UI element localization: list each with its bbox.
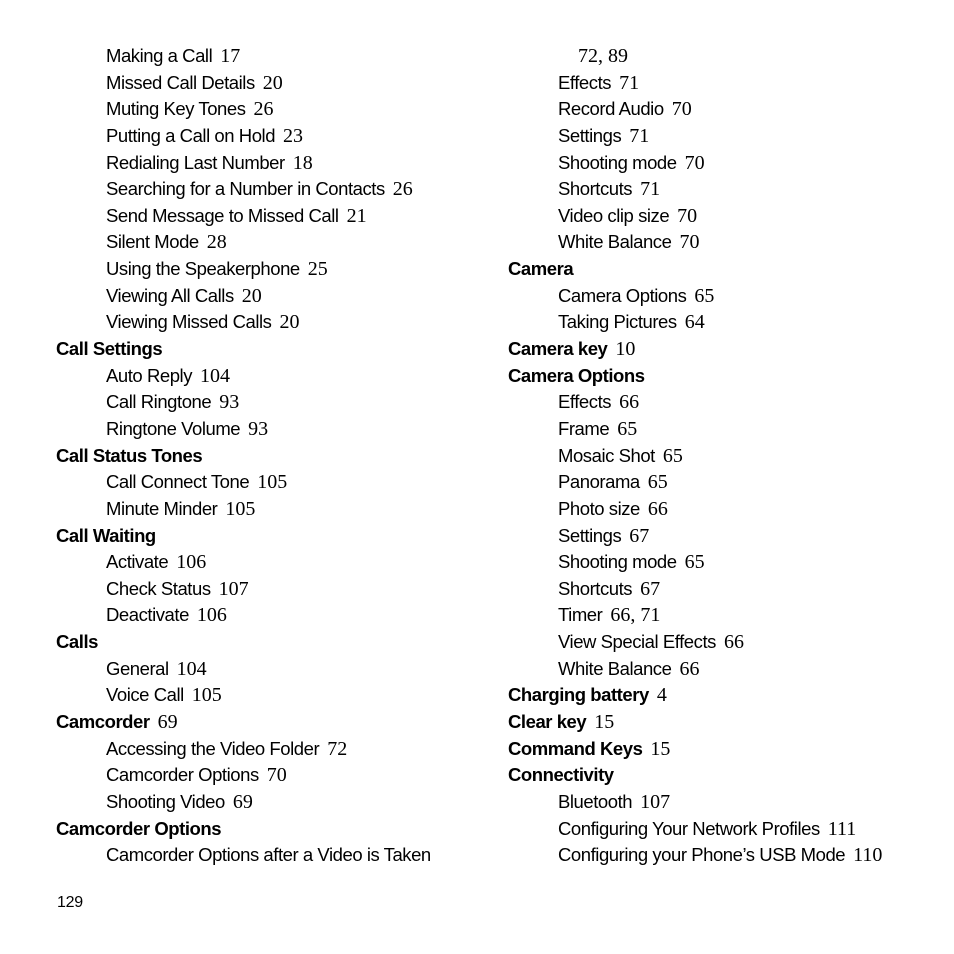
entry-label: Ringtone Volume [106, 417, 241, 439]
index-entry [508, 523, 948, 550]
entry-pages: 20 [279, 311, 300, 334]
entry-label: Auto Reply [106, 364, 192, 386]
entry-label: White Balance [558, 657, 672, 679]
entry-label: Missed Call Details [106, 71, 255, 93]
index-heading [508, 736, 948, 763]
index-entry [56, 469, 496, 496]
entry-pages: 110 [853, 844, 883, 867]
index-entry [508, 789, 948, 816]
entry-label: Using the Speakerphone [106, 258, 300, 280]
index-entry [56, 283, 496, 310]
entry-pages: 66 [619, 391, 640, 414]
index-entry [56, 682, 496, 709]
index-entry [508, 576, 948, 603]
entry-pages: 105 [225, 497, 256, 520]
entry-pages: 66, 71 [610, 604, 661, 627]
index-entry [56, 496, 496, 523]
entry-pages: 111 [827, 817, 857, 840]
entry-label: Putting a Call on Hold [106, 124, 276, 146]
entry-label: Searching for a Number in Contacts [106, 178, 385, 200]
index-entry [508, 602, 948, 629]
entry-pages: 66 [723, 631, 744, 654]
entry-pages: 66 [679, 657, 700, 680]
entry-label: Connectivity [508, 764, 614, 786]
entry-pages: 65 [684, 551, 705, 574]
index-heading [508, 363, 948, 390]
entry-pages: 105 [257, 471, 288, 494]
index-entry [56, 842, 496, 869]
index-column-right [508, 43, 948, 869]
entry-pages: 10 [615, 338, 636, 361]
entry-label: Record Audio [558, 98, 664, 120]
index-entry [56, 96, 496, 123]
index-heading [508, 762, 948, 789]
entry-label: Video clip size [558, 204, 670, 226]
index-heading [508, 336, 948, 363]
entry-label: Check Status [106, 577, 211, 599]
entry-label: Panorama [558, 471, 640, 493]
entry-label: Viewing All Calls [106, 284, 234, 306]
index-entry [508, 656, 948, 683]
entry-pages: 26 [392, 178, 413, 201]
index-heading [56, 816, 496, 843]
entry-label: Frame [558, 417, 610, 439]
index-heading [56, 629, 496, 656]
entry-pages: 26 [253, 98, 274, 121]
entry-pages: 15 [650, 737, 671, 760]
index-entry [56, 150, 496, 177]
entry-pages: 66 [647, 497, 668, 520]
entry-label: Bluetooth [558, 790, 633, 812]
index-entry [56, 656, 496, 683]
entry-pages: 25 [307, 258, 328, 281]
index-entry [56, 203, 496, 230]
entry-label: Viewing Missed Calls [106, 311, 272, 333]
index-entry [508, 443, 948, 470]
index-entry [56, 762, 496, 789]
index-entry [508, 123, 948, 150]
entry-pages: 65 [647, 471, 668, 494]
index-entry [508, 416, 948, 443]
index-entry [508, 150, 948, 177]
entry-pages: 70 [671, 98, 692, 121]
entry-label: Muting Key Tones [106, 98, 246, 120]
entry-pages: 70 [266, 764, 287, 787]
entry-label: Camcorder Options after a Video is Taken [106, 844, 431, 866]
entry-label: Call Connect Tone [106, 471, 250, 493]
index-heading [508, 682, 948, 709]
index-entry [508, 283, 948, 310]
entry-pages: 107 [218, 577, 249, 600]
entry-pages: 64 [684, 311, 705, 334]
index-entry [508, 309, 948, 336]
entry-label: Call Status Tones [56, 444, 203, 466]
index-entry [508, 469, 948, 496]
index-heading [56, 523, 496, 550]
index-entry [56, 229, 496, 256]
index-entry [508, 43, 948, 70]
entry-pages: 69 [232, 790, 253, 813]
entry-label: Shooting mode [558, 551, 677, 573]
index-entry [56, 789, 496, 816]
entry-pages: 20 [262, 71, 283, 94]
entry-label: View Special Effects [558, 631, 716, 653]
entry-label: Shortcuts [558, 178, 633, 200]
entry-label: Deactivate [106, 604, 189, 626]
entry-pages: 71 [640, 178, 661, 201]
index-entry [508, 842, 948, 869]
entry-label: Clear key [508, 711, 587, 733]
entry-label: Photo size [558, 497, 640, 519]
index-heading [508, 709, 948, 736]
entry-pages: 93 [219, 391, 240, 414]
entry-label: Call Waiting [56, 524, 156, 546]
entry-label: Effects [558, 71, 612, 93]
entry-pages: 69 [157, 711, 178, 734]
entry-label: Timer [558, 604, 603, 626]
entry-label: Camera [508, 258, 574, 280]
entry-label: Call Ringtone [106, 391, 212, 413]
entry-label: Activate [106, 551, 169, 573]
entry-pages: 70 [679, 231, 700, 254]
entry-pages: 17 [220, 45, 241, 67]
index-entry [56, 176, 496, 203]
entry-pages: 28 [206, 231, 227, 254]
index-entry [508, 229, 948, 256]
index-heading [56, 709, 496, 736]
entry-label: Shooting mode [558, 151, 677, 173]
index-entry [56, 736, 496, 763]
index-entry [508, 203, 948, 230]
index-entry [56, 123, 496, 150]
entry-label: Camera key [508, 338, 608, 360]
entry-label: Making a Call [106, 45, 213, 66]
index-entry [56, 256, 496, 283]
entry-label: Camera Options [508, 364, 645, 386]
entry-label: Mosaic Shot [558, 444, 655, 466]
entry-pages: 23 [283, 124, 304, 147]
entry-pages: 70 [684, 151, 705, 174]
entry-pages: 105 [191, 684, 222, 707]
entry-label: Camcorder Options [56, 817, 222, 839]
entry-label: Camera Options [558, 284, 687, 306]
entry-label: Minute Minder [106, 497, 218, 519]
entry-label: Camcorder [56, 711, 150, 733]
page-number: 129 [57, 894, 83, 911]
index-heading [56, 336, 496, 363]
entry-label: Command Keys [508, 737, 643, 759]
entry-pages: 65 [662, 444, 683, 467]
entry-pages: 4 [656, 684, 667, 707]
index-entry [508, 816, 948, 843]
entry-pages: 15 [594, 711, 615, 734]
index-entry [508, 389, 948, 416]
entry-label: Effects [558, 391, 612, 413]
entry-label: White Balance [558, 231, 672, 253]
entry-pages: 107 [640, 790, 671, 813]
entry-label: Calls [56, 631, 98, 653]
index-entry [508, 96, 948, 123]
entry-label: Send Message to Missed Call [106, 204, 339, 226]
entry-label: Accessing the Video Folder [106, 737, 320, 759]
entry-label: Voice Call [106, 684, 184, 706]
index-column-left [56, 43, 496, 869]
entry-pages: 106 [176, 551, 207, 574]
index-entry [56, 549, 496, 576]
entry-pages: 72, 89 [578, 45, 628, 67]
entry-label: Shooting Video [106, 790, 225, 812]
entry-label: General [106, 657, 169, 679]
index-entry [508, 70, 948, 97]
index-entry [56, 389, 496, 416]
entry-pages: 70 [677, 204, 698, 227]
index-entry [508, 629, 948, 656]
entry-label: Settings [558, 524, 622, 546]
entry-label: Taking Pictures [558, 311, 677, 333]
entry-pages: 20 [241, 284, 262, 307]
entry-pages: 71 [619, 71, 640, 94]
index-entry [56, 416, 496, 443]
entry-label: Redialing Last Number [106, 151, 285, 173]
index-heading [56, 443, 496, 470]
entry-pages: 72 [327, 737, 348, 760]
index-entry [508, 496, 948, 523]
entry-pages: 65 [694, 284, 715, 307]
index-entry [56, 70, 496, 97]
index-entry [56, 309, 496, 336]
entry-pages: 18 [292, 151, 313, 174]
index-entry [56, 363, 496, 390]
entry-label: Settings [558, 124, 622, 146]
entry-pages: 71 [629, 124, 650, 147]
entry-pages: 21 [346, 204, 367, 227]
entry-label: Configuring your Phone’s USB Mode [558, 844, 846, 866]
index-heading [508, 256, 948, 283]
entry-label: Charging battery [508, 684, 649, 706]
entry-label: Configuring Your Network Profiles [558, 817, 820, 839]
entry-pages: 104 [200, 364, 230, 387]
entry-label: Camcorder Options [106, 764, 259, 786]
entry-pages: 65 [617, 417, 638, 440]
entry-pages: 104 [176, 657, 207, 680]
entry-label: Silent Mode [106, 231, 199, 253]
entry-pages: 93 [248, 417, 269, 440]
entry-pages: 106 [196, 604, 227, 627]
index-entry [508, 549, 948, 576]
entry-label: Call Settings [56, 338, 163, 360]
index-entry [56, 576, 496, 603]
entry-pages: 67 [629, 524, 650, 547]
index-entry [508, 176, 948, 203]
entry-label: Shortcuts [558, 577, 633, 599]
entry-pages: 67 [640, 577, 661, 600]
index-entry [56, 43, 496, 70]
index-entry [56, 602, 496, 629]
